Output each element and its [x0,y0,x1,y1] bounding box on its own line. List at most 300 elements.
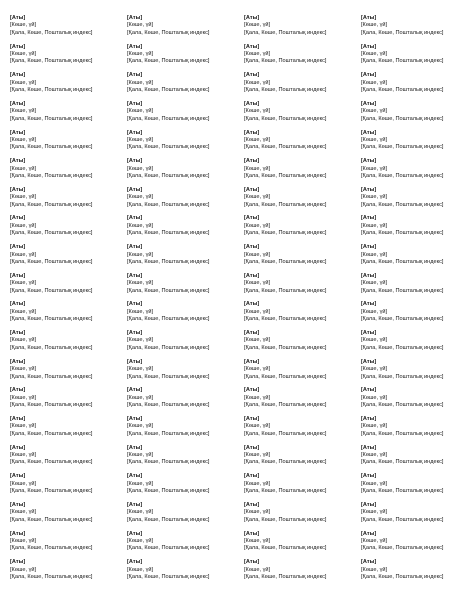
label-name: [Аты] [361,473,377,480]
label-name: [Аты] [10,100,26,107]
label-name: [Аты] [244,272,260,279]
label-street: [Көше, үй] [127,337,154,344]
address-label[interactable] [9,158,126,187]
label-street: [Көше, үй] [127,165,154,172]
label-name: [Аты] [10,215,26,222]
label-city: [Қала, Көше, Пошталық индекс] [244,545,327,552]
label-city: [Қала, Көше, Пошталық индекс] [244,87,327,94]
label-street: [Көше, үй] [127,51,154,58]
label-city: [Қала, Көше, Пошталық индекс] [127,573,210,580]
label-city: [Қала, Көше, Пошталық индекс] [244,230,327,237]
label-street: [Көше, үй] [361,22,388,29]
label-name: [Аты] [244,358,260,365]
label-name: [Аты] [361,559,377,566]
label-city: [Қала, Көше, Пошталық индекс] [127,316,210,323]
label-city: [Қала, Көше, Пошталық индекс] [361,430,444,437]
label-street: [Көше, үй] [127,194,154,201]
address-label[interactable] [126,502,243,531]
label-city: [Қала, Көше, Пошталық индекс] [244,430,327,437]
label-street: [Көше, үй] [10,566,37,573]
label-name: [Аты] [361,444,377,451]
label-street: [Көше, үй] [244,537,271,544]
label-street: [Көше, үй] [127,423,154,430]
label-city: [Қала, Көше, Пошталық индекс] [244,144,327,151]
label-street: [Көше, үй] [361,194,388,201]
label-street: [Көше, үй] [10,480,37,487]
address-label[interactable] [9,301,126,330]
address-label[interactable] [360,387,461,416]
label-city: [Қала, Көше, Пошталық индекс] [361,230,444,237]
label-name: [Аты] [127,72,143,79]
label-name: [Аты] [244,330,260,337]
label-street: [Көше, үй] [244,251,271,258]
label-name: [Аты] [10,559,26,566]
label-name: [Аты] [10,473,26,480]
address-label[interactable] [360,359,461,388]
label-name: [Аты] [127,559,143,566]
label-name: [Аты] [127,272,143,279]
label-name: [Аты] [244,559,260,566]
address-label[interactable] [9,473,126,502]
label-city: [Қала, Көше, Пошталық индекс] [10,402,93,409]
label-city: [Қала, Көше, Пошталық индекс] [361,287,444,294]
address-label[interactable] [9,359,126,388]
label-city: [Қала, Көше, Пошталық индекс] [361,58,444,65]
label-street: [Көше, үй] [127,280,154,287]
label-city: [Қала, Көше, Пошталық индекс] [361,402,444,409]
label-street: [Көше, үй] [361,108,388,115]
address-label[interactable] [126,130,243,159]
address-label[interactable] [126,72,243,101]
label-name: [Аты] [361,530,377,537]
label-street: [Көше, үй] [127,480,154,487]
label-name: [Аты] [10,530,26,537]
label-name: [Аты] [127,387,143,394]
label-street: [Көше, үй] [244,22,271,29]
label-street: [Көше, үй] [361,394,388,401]
address-label[interactable] [9,15,126,44]
label-city: [Қала, Көше, Пошталық индекс] [244,344,327,351]
address-label[interactable] [126,359,243,388]
label-name: [Аты] [361,72,377,79]
address-label[interactable] [243,387,360,416]
label-city: [Қала, Көше, Пошталық индекс] [10,287,93,294]
label-street: [Көше, үй] [127,108,154,115]
address-label[interactable] [126,387,243,416]
label-city: [Қала, Көше, Пошталық индекс] [244,402,327,409]
label-city: [Қала, Көше, Пошталық индекс] [244,316,327,323]
address-label[interactable] [9,502,126,531]
label-name: [Аты] [127,473,143,480]
label-street: [Көше, үй] [127,136,154,143]
label-street: [Көше, үй] [127,452,154,459]
label-city: [Қала, Көше, Пошталық индекс] [127,373,210,380]
label-name: [Аты] [244,501,260,508]
address-label[interactable] [126,215,243,244]
address-label[interactable] [243,72,360,101]
label-city: [Қала, Көше, Пошталық индекс] [10,258,93,265]
label-city: [Қала, Көше, Пошталық индекс] [10,516,93,523]
label-grid [9,15,461,588]
address-label[interactable] [360,158,461,187]
address-label[interactable] [243,187,360,216]
label-street: [Көше, үй] [127,79,154,86]
address-label[interactable] [360,502,461,531]
label-street: [Көше, үй] [244,222,271,229]
label-city: [Қала, Көше, Пошталық индекс] [127,516,210,523]
label-name: [Аты] [127,501,143,508]
address-label[interactable] [243,273,360,302]
label-street: [Көше, үй] [244,194,271,201]
address-label[interactable] [360,187,461,216]
address-label[interactable] [126,44,243,73]
label-street: [Көше, үй] [244,280,271,287]
address-label[interactable] [9,273,126,302]
label-street: [Көше, үй] [361,452,388,459]
label-name: [Аты] [10,330,26,337]
label-street: [Көше, үй] [10,108,37,115]
label-street: [Көше, үй] [127,308,154,315]
label-name: [Аты] [361,301,377,308]
address-label[interactable] [360,559,461,588]
address-label[interactable] [9,387,126,416]
address-label[interactable] [126,330,243,359]
label-street: [Көше, үй] [10,394,37,401]
label-street: [Көше, үй] [361,308,388,315]
label-street: [Көше, үй] [10,251,37,258]
label-street: [Көше, үй] [361,423,388,430]
label-street: [Көше, үй] [10,22,37,29]
label-city: [Қала, Көше, Пошталық индекс] [361,545,444,552]
label-city: [Қала, Көше, Пошталық индекс] [244,58,327,65]
label-city: [Қала, Көше, Пошталық индекс] [127,173,210,180]
label-city: [Қала, Көше, Пошталық индекс] [10,173,93,180]
label-city: [Қала, Көше, Пошталық индекс] [244,488,327,495]
label-street: [Көше, үй] [361,79,388,86]
address-label[interactable] [360,101,461,130]
label-city: [Қала, Көше, Пошталық индекс] [127,258,210,265]
label-city: [Қала, Көше, Пошталық индекс] [361,459,444,466]
label-city: [Қала, Көше, Пошталық индекс] [361,373,444,380]
address-label[interactable] [243,559,360,588]
address-label[interactable] [243,130,360,159]
address-label[interactable] [9,215,126,244]
address-label[interactable] [9,244,126,273]
label-name: [Аты] [10,129,26,136]
label-city: [Қала, Көше, Пошталық индекс] [244,516,327,523]
label-name: [Аты] [127,330,143,337]
label-name: [Аты] [127,301,143,308]
label-name: [Аты] [127,186,143,193]
address-label[interactable] [243,445,360,474]
label-street: [Көше, үй] [244,423,271,430]
label-name: [Аты] [361,415,377,422]
label-name: [Аты] [361,330,377,337]
label-name: [Аты] [361,501,377,508]
address-label[interactable] [360,44,461,73]
label-street: [Көше, үй] [127,566,154,573]
label-name: [Аты] [244,158,260,165]
label-street: [Көше, үй] [10,136,37,143]
label-name: [Аты] [361,244,377,251]
label-city: [Қала, Көше, Пошталық индекс] [10,344,93,351]
address-label[interactable] [243,215,360,244]
label-name: [Аты] [361,100,377,107]
label-name: [Аты] [127,15,143,21]
label-city: [Қала, Көше, Пошталық индекс] [10,29,93,36]
address-label[interactable] [9,531,126,560]
label-street: [Көше, үй] [127,22,154,29]
label-city: [Қала, Көше, Пошталық индекс] [361,573,444,580]
address-label[interactable] [126,15,243,44]
label-city: [Қала, Көше, Пошталық индекс] [127,402,210,409]
label-street: [Көше, үй] [10,79,37,86]
address-label[interactable] [243,416,360,445]
label-name: [Аты] [10,72,26,79]
label-city: [Қала, Көше, Пошталық индекс] [10,58,93,65]
label-name: [Аты] [361,387,377,394]
address-label[interactable] [360,301,461,330]
label-name: [Аты] [10,501,26,508]
label-name: [Аты] [10,272,26,279]
label-name: [Аты] [127,444,143,451]
label-name: [Аты] [127,530,143,537]
address-label[interactable] [243,44,360,73]
label-street: [Көше, үй] [361,337,388,344]
label-street: [Көше, үй] [10,366,37,373]
label-street: [Көше, үй] [244,452,271,459]
label-name: [Аты] [10,358,26,365]
label-name: [Аты] [361,215,377,222]
label-city: [Қала, Көше, Пошталық индекс] [244,373,327,380]
label-street: [Көше, үй] [244,51,271,58]
address-label[interactable] [9,559,126,588]
label-name: [Аты] [127,100,143,107]
address-label[interactable] [360,330,461,359]
label-city: [Қала, Көше, Пошталық индекс] [10,373,93,380]
label-city: [Қала, Көше, Пошталық индекс] [127,344,210,351]
address-label[interactable] [243,15,360,44]
label-street: [Көше, үй] [10,165,37,172]
label-city: [Қала, Көше, Пошталық индекс] [361,344,444,351]
address-label[interactable] [360,473,461,502]
address-label[interactable] [126,301,243,330]
label-city: [Қала, Көше, Пошталық индекс] [10,316,93,323]
address-label[interactable] [243,301,360,330]
label-name: [Аты] [244,444,260,451]
label-city: [Қала, Көше, Пошталық индекс] [10,545,93,552]
label-name: [Аты] [10,415,26,422]
label-city: [Қала, Көше, Пошталық индекс] [10,230,93,237]
label-city: [Қала, Көше, Пошталық индекс] [244,573,327,580]
address-label[interactable] [243,244,360,273]
label-name: [Аты] [244,100,260,107]
address-label[interactable] [360,445,461,474]
address-label[interactable] [360,15,461,44]
label-street: [Көше, үй] [244,136,271,143]
label-city: [Қала, Көше, Пошталық индекс] [127,201,210,208]
label-city: [Қала, Көше, Пошталық индекс] [244,201,327,208]
label-name: [Аты] [10,444,26,451]
label-street: [Көше, үй] [244,480,271,487]
address-label[interactable] [360,130,461,159]
address-label[interactable] [126,187,243,216]
label-street: [Көше, үй] [361,165,388,172]
label-name: [Аты] [244,244,260,251]
label-city: [Қала, Көше, Пошталық индекс] [361,87,444,94]
label-street: [Көше, үй] [127,394,154,401]
address-label[interactable] [9,187,126,216]
label-city: [Қала, Көше, Пошталық индекс] [244,29,327,36]
label-city: [Қала, Көше, Пошталық индекс] [244,287,327,294]
label-street: [Көше, үй] [361,280,388,287]
label-name: [Аты] [361,129,377,136]
address-label[interactable] [126,531,243,560]
label-city: [Қала, Көше, Пошталық индекс] [127,29,210,36]
address-label[interactable] [243,101,360,130]
label-name: [Аты] [244,301,260,308]
address-label[interactable] [360,273,461,302]
label-name: [Аты] [361,272,377,279]
label-name: [Аты] [10,158,26,165]
label-street: [Көше, үй] [244,394,271,401]
label-street: [Көше, үй] [127,366,154,373]
address-label[interactable] [243,473,360,502]
address-label[interactable] [360,416,461,445]
label-name: [Аты] [244,186,260,193]
label-name: [Аты] [244,43,260,50]
label-name: [Аты] [127,158,143,165]
address-label[interactable] [360,215,461,244]
label-city: [Қала, Көше, Пошталық индекс] [361,201,444,208]
label-city: [Қала, Көше, Пошталық индекс] [10,201,93,208]
label-city: [Қала, Көше, Пошталық индекс] [127,115,210,122]
label-name: [Аты] [10,387,26,394]
label-street: [Көше, үй] [361,566,388,573]
address-label[interactable] [126,559,243,588]
label-city: [Қала, Көше, Пошталық индекс] [361,115,444,122]
label-name: [Аты] [361,43,377,50]
label-city: [Қала, Көше, Пошталық индекс] [244,173,327,180]
address-label[interactable] [9,130,126,159]
label-street: [Көше, үй] [244,509,271,516]
label-city: [Қала, Көше, Пошталық индекс] [361,516,444,523]
label-street: [Көше, үй] [361,537,388,544]
address-label[interactable] [243,531,360,560]
label-city: [Қала, Көше, Пошталық индекс] [127,459,210,466]
address-label[interactable] [126,244,243,273]
label-city: [Қала, Көше, Пошталық индекс] [10,144,93,151]
label-name: [Аты] [244,215,260,222]
label-street: [Көше, үй] [127,509,154,516]
address-label[interactable] [243,502,360,531]
address-label[interactable] [9,445,126,474]
label-city: [Қала, Көше, Пошталық индекс] [127,144,210,151]
label-city: [Қала, Көше, Пошталық индекс] [244,115,327,122]
label-city: [Қала, Көше, Пошталық индекс] [10,573,93,580]
label-street: [Көше, үй] [361,251,388,258]
label-city: [Қала, Көше, Пошталық индекс] [127,230,210,237]
label-street: [Көше, үй] [244,366,271,373]
label-street: [Көше, үй] [10,337,37,344]
label-name: [Аты] [361,358,377,365]
label-city: [Қала, Көше, Пошталық индекс] [127,545,210,552]
label-street: [Көше, үй] [361,222,388,229]
address-label[interactable] [9,101,126,130]
label-street: [Көше, үй] [361,366,388,373]
address-label[interactable] [126,416,243,445]
label-street: [Көше, үй] [361,480,388,487]
address-label[interactable] [126,273,243,302]
label-street: [Көше, үй] [127,537,154,544]
label-name: [Аты] [244,473,260,480]
address-label[interactable] [360,531,461,560]
address-label[interactable] [9,72,126,101]
label-name: [Аты] [10,244,26,251]
label-name: [Аты] [127,244,143,251]
label-street: [Көше, үй] [10,423,37,430]
address-label[interactable] [126,473,243,502]
label-city: [Қала, Көше, Пошталық индекс] [10,459,93,466]
label-street: [Көше, үй] [244,108,271,115]
address-label[interactable] [126,101,243,130]
address-label[interactable] [9,330,126,359]
address-label[interactable] [243,158,360,187]
address-label[interactable] [126,158,243,187]
label-city: [Қала, Көше, Пошталық индекс] [244,459,327,466]
label-name: [Аты] [244,387,260,394]
address-label[interactable] [360,244,461,273]
label-name: [Аты] [244,530,260,537]
address-label[interactable] [9,416,126,445]
label-street: [Көше, үй] [361,136,388,143]
label-name: [Аты] [127,215,143,222]
label-city: [Қала, Көше, Пошталық индекс] [10,430,93,437]
address-label[interactable] [126,445,243,474]
address-label[interactable] [243,330,360,359]
label-street: [Көше, үй] [10,308,37,315]
label-street: [Көше, үй] [244,79,271,86]
address-label[interactable] [360,72,461,101]
label-name: [Аты] [127,129,143,136]
label-street: [Көше, үй] [10,194,37,201]
label-city: [Қала, Көше, Пошталық индекс] [361,488,444,495]
label-city: [Қала, Көше, Пошталық индекс] [127,87,210,94]
label-street: [Көше, үй] [361,51,388,58]
label-name: [Аты] [127,415,143,422]
label-name: [Аты] [127,358,143,365]
label-street: [Көше, үй] [361,509,388,516]
label-street: [Көше, үй] [244,566,271,573]
label-city: [Қала, Көше, Пошталық индекс] [244,258,327,265]
label-city: [Қала, Көше, Пошталық индекс] [127,430,210,437]
address-label[interactable] [243,359,360,388]
label-city: [Қала, Көше, Пошталық индекс] [361,173,444,180]
label-city: [Қала, Көше, Пошталық индекс] [361,29,444,36]
label-name: [Аты] [10,186,26,193]
address-label[interactable] [9,44,126,73]
label-street: [Көше, үй] [244,337,271,344]
label-street: [Көше, үй] [10,222,37,229]
label-street: [Көше, үй] [244,165,271,172]
label-name: [Аты] [10,43,26,50]
label-street: [Көше, үй] [10,537,37,544]
label-city: [Қала, Көше, Пошталық индекс] [10,488,93,495]
label-name: [Аты] [10,301,26,308]
label-city: [Қала, Көше, Пошталық индекс] [361,316,444,323]
label-name: [Аты] [361,15,377,21]
label-name: [Аты] [244,15,260,21]
